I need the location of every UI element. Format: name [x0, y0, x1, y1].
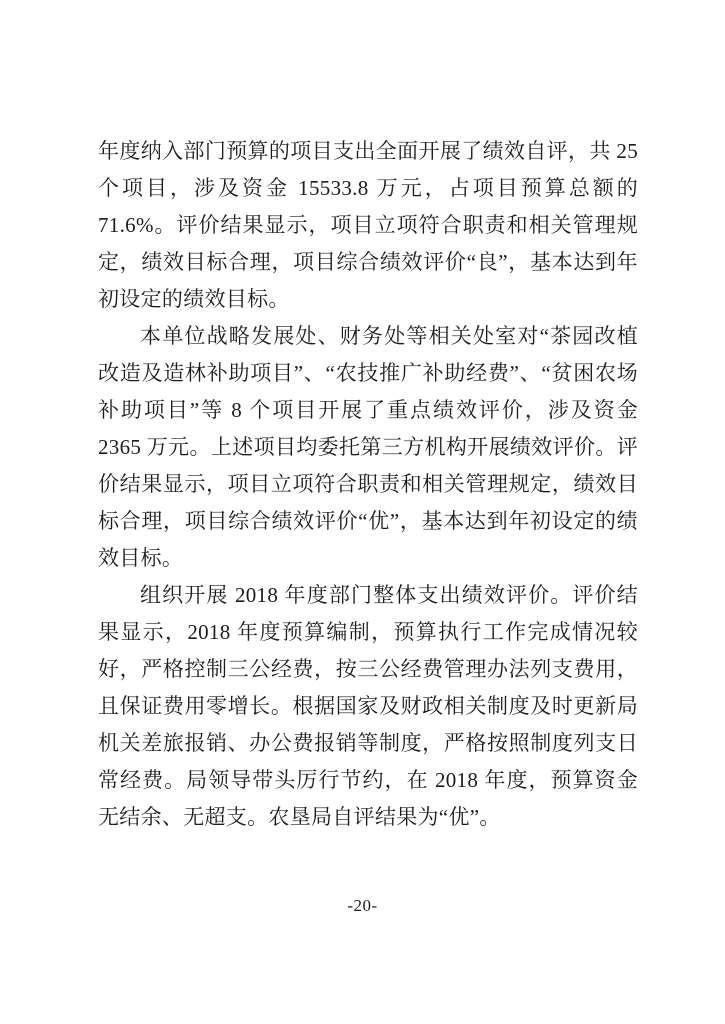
page-number: -20-: [347, 896, 378, 915]
paragraph-overall-expenditure-evaluation: 组织开展 2018 年度部门整体支出绩效评价。评价结果显示，2018 年度预算编制，预算执行工作完成情况较好，严格控制三公经费，按三公经费管理办法列支费用，且保证费用零增长。根据国家及财政相关制度及时更新局机关差旅报销、办公费报销等制度，严格按照制度列支日常经费。局领导带头厉行节约，在 2018 年度，预算资金无结余、无超支。农垦局自评结果为“优”。: [98, 583, 638, 829]
paragraph-project-self-evaluation: 年度纳入部门预算的项目支出全面开展了绩效自评，共 25 个项目，涉及资金 15533.8 万元，占项目预算总额的 71.6%。评价结果显示，项目立项符合职责和相关管理规定，绩效目标合理，项目综合绩效评价“良”，基本达到年初设定的绩效目标。: [98, 139, 638, 311]
paragraph-key-performance-evaluation: 本单位战略发展处、财务处等相关处室对“茶园改植改造及造林补助项目”、“农技推广补助经费”、“贫困农场补助项目”等 8 个项目开展了重点绩效评价，涉及资金 2365 万元。上述项目均委托第三方机构开展绩效评价。评价结果显示，项目立项符合职责和相关管理规定，绩效目标合理，项目综合绩效评价“优”，基本达到年初设定的绩效目标。: [98, 324, 638, 570]
document-body: [98, 133, 638, 836]
